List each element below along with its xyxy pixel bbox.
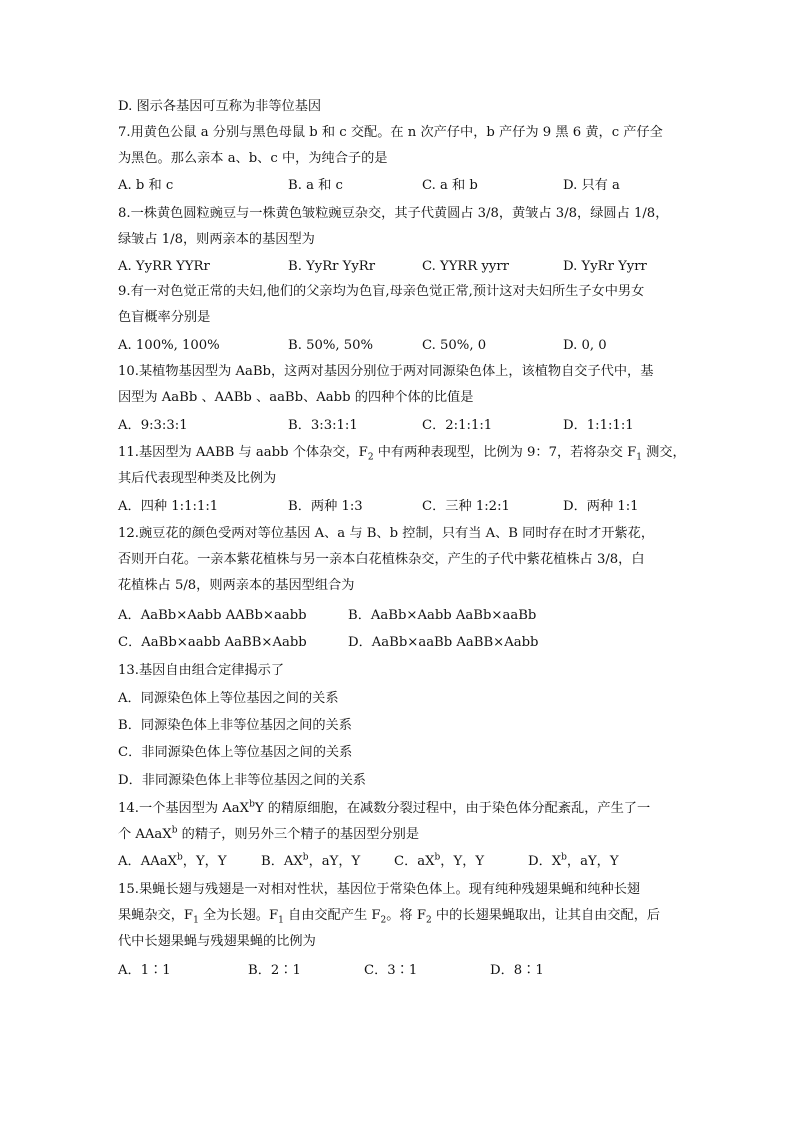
q13-stem: 13.基因自由组合定律揭示了	[118, 663, 285, 678]
q11-text-2: 中有两种表现型，比例为 9：7，若将杂交 F	[373, 445, 637, 460]
q14-sup-2: b	[171, 825, 178, 836]
q9-option-d: D. 0, 0	[563, 338, 607, 353]
q14-option-a	[118, 853, 227, 871]
q11-sub-1: 2	[367, 452, 374, 463]
q15-sub-1: 1	[193, 915, 199, 926]
q11-option-d: D．两种 1:1	[563, 499, 639, 514]
q9-stem-line1: 9.有一对色觉正常的夫妇,他们的父亲均为色盲,母亲色觉正常,预计这对夫妇所生子女中男女	[118, 284, 645, 299]
q10-option-b: B．3:3:1:1	[288, 418, 358, 433]
q7-option-c: C. a 和 b	[422, 178, 478, 193]
q8-stem-line2: 绿皱占 1/8，则两亲本的基因型为	[118, 232, 315, 247]
q11-options	[118, 498, 678, 516]
q14-c-rest: ，Y，Y	[440, 854, 485, 869]
q6-option-d: D. 图示各基因可互称为非等位基因	[118, 99, 322, 114]
q13-option-c: C．非同源染色体上等位基因之间的关系	[118, 745, 353, 760]
q12-stem-line1: 12.豌豆花的颜色受两对等位基因 A、a 与 B、b 控制，只有当 A、B 同时存在时才开紫花，	[118, 526, 655, 541]
q10-option-c: C．2:1:1:1	[422, 418, 493, 433]
q12-option-d: D．AaBb×aaBb AaBB×Aabb	[348, 635, 539, 650]
q15-option-d: D．8∶1	[490, 963, 544, 978]
q9-option-a: A. 100%, 100%	[118, 338, 220, 353]
q14-option-d	[528, 853, 619, 871]
q14-text-3: 个 AAaX	[118, 827, 172, 842]
q10-stem-line1: 10.某植物基因型为 AaBb，这两对基因分别位于两对同源染色体上，该植物自交子代中，基	[118, 364, 654, 379]
q7-option-b: B. a 和 c	[288, 178, 343, 193]
q11-stem-line2: 其后代表现型种类及比例为	[118, 471, 277, 486]
q9-options	[118, 337, 678, 355]
q14-text-1: 14.一个基因型为 AaX	[118, 801, 250, 816]
q14-stem-line2	[118, 826, 419, 844]
q14-b-sup: b	[302, 852, 309, 863]
q9-stem-line2: 色盲概率分别是	[118, 310, 211, 325]
q15-text-2: 全为长翅。F	[198, 908, 279, 923]
q14-a-rest: ，Y，Y	[182, 854, 227, 869]
q10-stem-line2: 因型为 AaBb 、AABb 、aaBb、Aabb 的四种个体的比值是	[118, 390, 474, 405]
q12-options-row2	[118, 634, 678, 652]
q15-text-4: 。将 F	[386, 908, 426, 923]
q14-a-text: A．AAaX	[118, 854, 178, 869]
q14-b-text: B．AX	[261, 854, 303, 869]
q11-option-a: A．四种 1:1:1:1	[118, 499, 219, 514]
q15-options	[118, 962, 678, 980]
q15-sub-3: 2	[380, 915, 387, 926]
q15-stem-line2	[118, 907, 660, 925]
q9-option-c: C. 50%, 0	[422, 338, 487, 353]
q12-option-a: A．AaBb×Aabb AABb×aabb	[118, 608, 307, 623]
q8-option-a: A. YyRR YYRr	[118, 259, 210, 274]
q15-stem-line3: 代中长翅果蝇与残翅果蝇的比例为	[118, 934, 316, 949]
q8-stem-line1: 8.一株黄色圆粒豌豆与一株黄色皱粒豌豆杂交，其子代黄圆占 3/8，黄皱占 3/8，绿圆占 1/8，	[118, 206, 669, 221]
q8-option-b: B. YyRr YyRr	[288, 259, 376, 274]
q14-sup-1: b	[249, 799, 255, 810]
q7-option-d: D. 只有 a	[563, 178, 620, 193]
q9-option-b: B. 50%, 50%	[288, 338, 374, 353]
q8-option-c: C. YYRR yyrr	[422, 259, 509, 274]
q12-option-c: C．AaBb×aabb AaBB×Aabb	[118, 635, 307, 650]
q8-option-d: D. YyRr Yyrr	[563, 259, 647, 274]
q14-d-sup: b	[561, 852, 567, 863]
q11-stem-line1	[118, 444, 686, 462]
q7-stem-line1: 7.用黄色公鼠 a 分别与黑色母鼠 b 和 c 交配。在 n 次产仔中，b 产仔为 9 黑 6 黄，c 产仔全	[118, 125, 663, 140]
q14-d-rest: ，aY，Y	[566, 854, 619, 869]
q12-stem-line2: 否则开白花。一亲本紫花植株与另一亲本白花植株杂交，产生的子代中紫花植株占 3/8，白	[118, 552, 645, 567]
q15-text-1: 果蝇杂交，F	[118, 908, 194, 923]
q10-option-a: A．9:3:3:1	[118, 418, 188, 433]
q7-stem-line2: 为黑色。那么亲本 a、b、c 中，为纯合子的是	[118, 151, 388, 166]
q7-option-a: A. b 和 c	[118, 178, 174, 193]
q7-options	[118, 177, 678, 195]
q15-text-5: 中的长翅果蝇取出，让其自由交配，后	[431, 908, 661, 923]
q10-options	[118, 417, 678, 435]
q14-b-rest: ，aY，Y	[308, 854, 361, 869]
q14-text-4: 的精子，则另外三个精子的基因型分别是	[177, 827, 420, 842]
q13-option-a: A．同源染色体上等位基因之间的关系	[118, 691, 339, 706]
q15-sub-2: 1	[278, 915, 284, 926]
q8-options	[118, 258, 678, 276]
q14-option-c	[394, 853, 484, 871]
q11-sub-2: 1	[636, 452, 642, 463]
q14-a-sup: b	[177, 852, 183, 863]
q14-c-text: C．aX	[394, 854, 435, 869]
q10-option-d: D．1:1:1:1	[563, 418, 634, 433]
q14-d-text: D．X	[528, 854, 562, 869]
q12-option-b: B．AaBb×Aabb AaBb×aaBb	[348, 608, 537, 623]
q15-option-b: B．2∶1	[248, 963, 301, 978]
q14-options	[118, 853, 678, 871]
q12-stem-line3: 花植株占 5/8，则两亲本的基因型组合为	[118, 578, 355, 593]
q15-stem-line1: 15.果蝇长翅与残翅是一对相对性状，基因位于常染色体上。现有纯种残翅果蝇和纯种长翅	[118, 882, 641, 897]
q14-stem-line1	[118, 800, 650, 818]
q12-options-row1	[118, 607, 678, 625]
q15-sub-4: 2	[425, 915, 432, 926]
q14-text-2: Y 的精原细胞，在减数分裂过程中，由于染色体分配紊乱，产生了一	[254, 801, 651, 816]
q11-option-c: C．三种 1:2:1	[422, 499, 510, 514]
q13-option-d: D．非同源染色体上非等位基因之间的关系	[118, 773, 366, 788]
q14-option-b	[261, 853, 360, 871]
q15-option-a: A．1∶1	[118, 963, 171, 978]
q15-text-3: 自由交配产生 F	[283, 908, 381, 923]
q11-text-3: 测交，	[641, 445, 686, 460]
q14-c-sup: b	[434, 852, 441, 863]
q15-option-c: C．3∶1	[364, 963, 418, 978]
q11-option-b: B．两种 1:3	[288, 499, 363, 514]
q11-text-1: 11.基因型为 AABB 与 aabb 个体杂交，F	[118, 445, 368, 460]
q13-option-b: B．同源染色体上非等位基因之间的关系	[118, 718, 352, 733]
